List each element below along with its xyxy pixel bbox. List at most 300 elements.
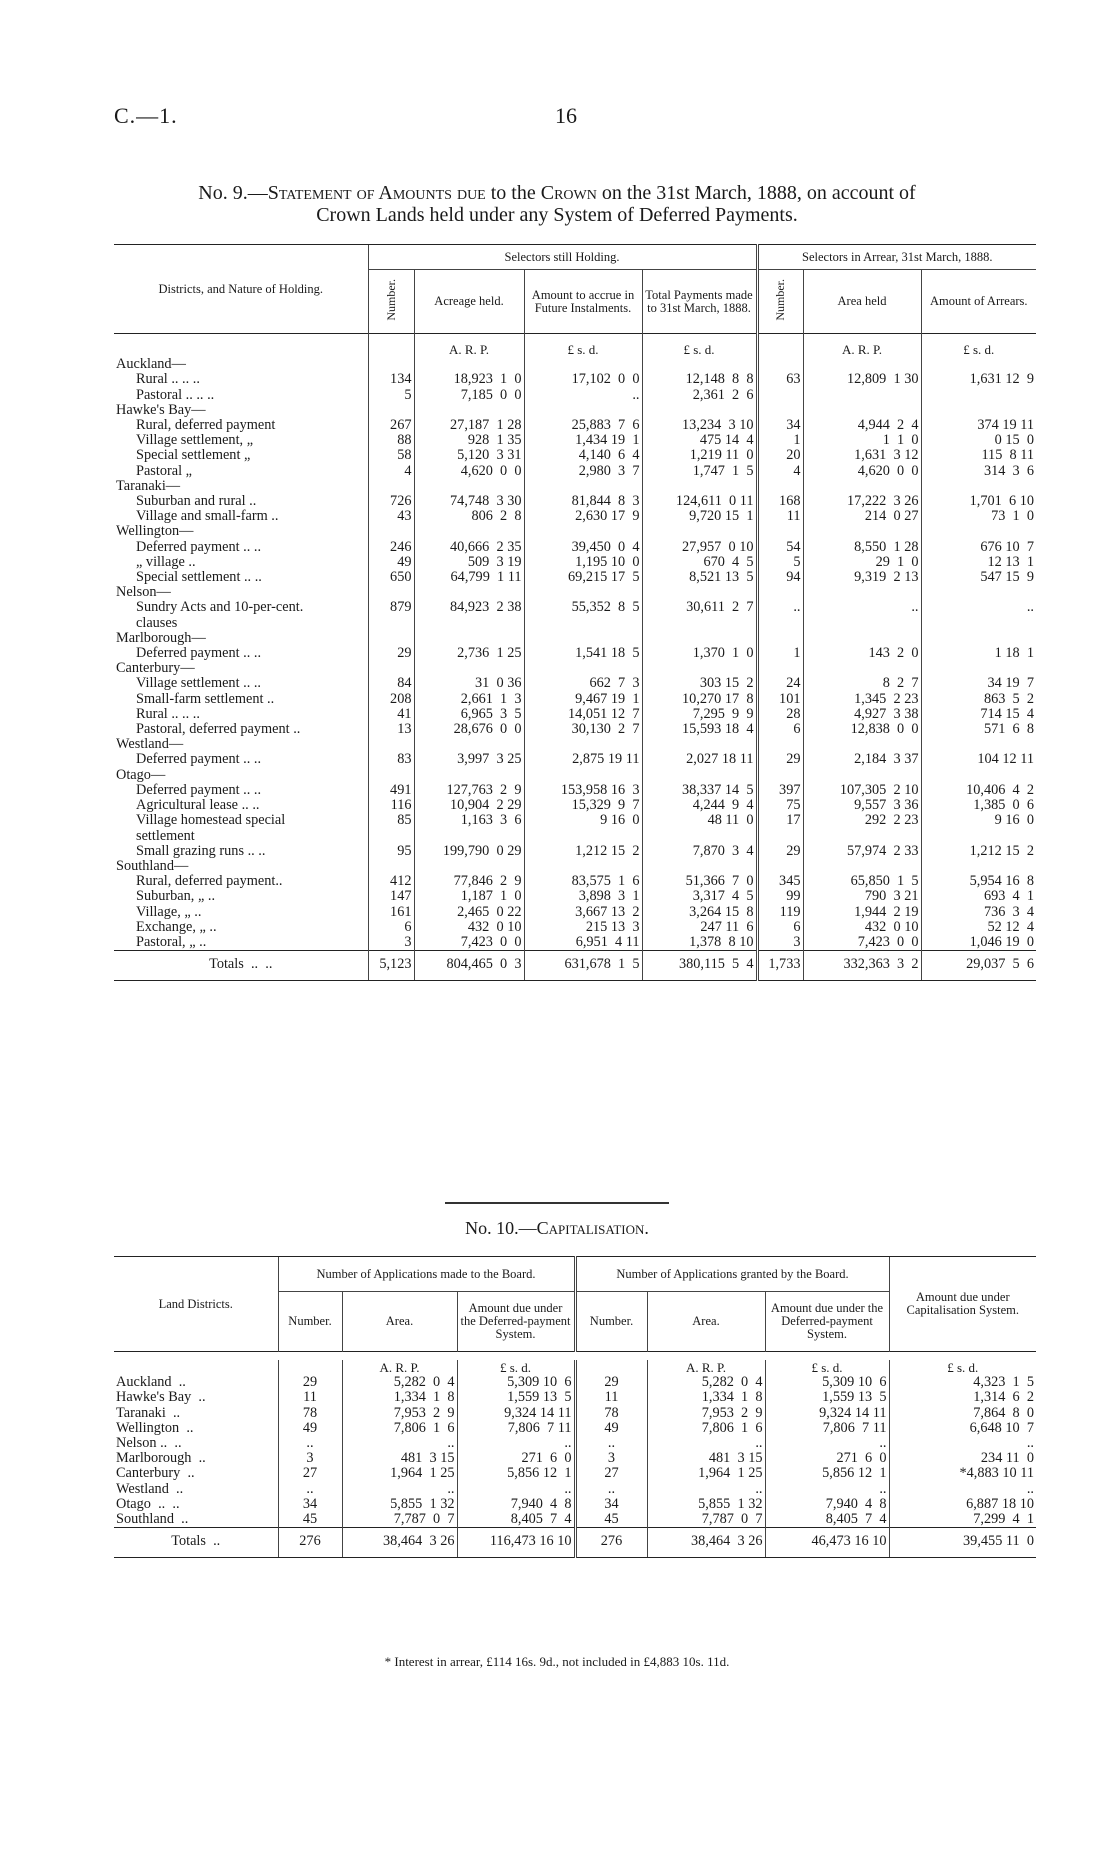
cell-n2: 3 — [757, 935, 803, 951]
cell-accrue: 83,575 1 6 — [524, 874, 642, 889]
cell-n: 267 — [368, 418, 414, 433]
unit-label: £ s. d. — [642, 342, 757, 357]
cell-area: 9,319 2 13 — [803, 570, 921, 585]
cell-acre: 928 1 35 — [414, 433, 524, 448]
cell-due2: 8,405 7 4 — [765, 1512, 889, 1528]
cell-arrear — [921, 479, 1036, 494]
cell-arrear: 547 15 9 — [921, 570, 1036, 585]
cell-n: 6 — [368, 920, 414, 935]
cell-n2: 94 — [757, 570, 803, 585]
cell-accrue — [524, 661, 642, 676]
row-label: Small grazing runs .. .. — [136, 842, 266, 859]
total-cap: 39,455 11 0 — [889, 1528, 1036, 1558]
cell-area — [803, 524, 921, 539]
cell-accrue — [524, 859, 642, 874]
cell-n2: 397 — [757, 783, 803, 798]
cell-area: 4,944 2 4 — [803, 418, 921, 433]
row-label: Village, „ .. — [136, 903, 202, 920]
cell-acre — [414, 403, 524, 418]
cell-n: 879 — [368, 600, 414, 630]
holding-label — [114, 798, 368, 813]
unit-label — [575, 1360, 647, 1375]
cell-area: 481 3 15 — [342, 1451, 457, 1466]
cell-n: 41 — [368, 707, 414, 722]
cell-n — [368, 631, 414, 646]
table-row — [114, 1406, 1036, 1421]
cell-acre: 2,661 1 3 — [414, 692, 524, 707]
row-label: Deferred payment .. .. — [136, 645, 262, 662]
cell-total — [642, 585, 757, 600]
cell-acre: 18,923 1 0 — [414, 372, 524, 387]
cell-total: 2,361 2 6 — [642, 388, 757, 403]
col-header-area: Area held — [803, 270, 921, 334]
cell-area: 790 3 21 — [803, 889, 921, 904]
cell-arrear: 73 1 0 — [921, 509, 1036, 524]
cell-n2: 49 — [575, 1421, 647, 1436]
cell-n: 726 — [368, 494, 414, 509]
table-row — [114, 722, 1036, 737]
unit-label: A. R. P. — [414, 342, 524, 357]
cell-area — [803, 388, 921, 403]
row-label: Taranaki— — [116, 477, 181, 494]
cell-total: 670 4 5 — [642, 555, 757, 570]
page-number: 16 — [555, 103, 577, 128]
cell-n: 134 — [368, 372, 414, 387]
cell-n2: .. — [757, 600, 803, 630]
row-label: Suburban, „ .. — [136, 888, 216, 905]
total-accrue: 631,678 1 5 — [524, 951, 642, 981]
row-label: Village settlement, „ — [136, 432, 254, 449]
cell-area2: .. — [647, 1436, 765, 1451]
total-n: 276 — [278, 1528, 342, 1558]
t10-col-header-due: Amount due under the Deferred-payment System. — [457, 1292, 575, 1352]
section-divider — [445, 1202, 669, 1204]
holding-label — [114, 448, 368, 463]
cell-due: 5,309 10 6 — [457, 1375, 575, 1390]
t10-col-header-number2: Number. — [575, 1292, 647, 1352]
cell-arrear: 52 12 4 — [921, 920, 1036, 935]
cell-due: 271 6 0 — [457, 1451, 575, 1466]
cell-acre: 1,163 3 6 — [414, 813, 524, 843]
district-name — [114, 859, 368, 874]
total-due2: 46,473 16 10 — [765, 1528, 889, 1558]
cell-arrear — [921, 524, 1036, 539]
table-row — [114, 889, 1036, 904]
cell-cap: 1,314 6 2 — [889, 1390, 1036, 1405]
col-header-arrears: Amount of Arrears. — [921, 270, 1036, 334]
land-district: Otago .. .. — [116, 1495, 180, 1512]
footnote: * Interest in arrear, £114 16s. 9d., not included in £4,883 10s. 11d. — [384, 1654, 730, 1669]
cell-total: 303 15 2 — [642, 676, 757, 691]
cell-acre: 4,620 0 0 — [414, 464, 524, 479]
cell-acre: 7,185 0 0 — [414, 388, 524, 403]
holding-label — [114, 813, 368, 843]
cell-arrear: 314 3 6 — [921, 464, 1036, 479]
cell-n2 — [757, 661, 803, 676]
holding-label — [114, 494, 368, 509]
cell-area — [803, 737, 921, 752]
cell-n2: 168 — [757, 494, 803, 509]
cell-area: 1 1 0 — [803, 433, 921, 448]
cell-n2: 27 — [575, 1466, 647, 1481]
cell-n2: 17 — [757, 813, 803, 843]
cell-total: 38,337 14 5 — [642, 783, 757, 798]
cell-area2: 481 3 15 — [647, 1451, 765, 1466]
cell-n: 4 — [368, 464, 414, 479]
cell-total — [642, 737, 757, 752]
cell-area — [803, 403, 921, 418]
cell-n: 88 — [368, 433, 414, 448]
cell-n2: 119 — [757, 905, 803, 920]
cell-arrear: 34 19 7 — [921, 676, 1036, 691]
cell-n: 650 — [368, 570, 414, 585]
cell-accrue: 69,215 17 5 — [524, 570, 642, 585]
cell-n: 85 — [368, 813, 414, 843]
cell-n: 491 — [368, 783, 414, 798]
cell-accrue: 81,844 8 3 — [524, 494, 642, 509]
cell-area: 1,944 2 19 — [803, 905, 921, 920]
cell-arrear: 12 13 1 — [921, 555, 1036, 570]
table-row — [114, 874, 1036, 889]
cell-area: 1,345 2 23 — [803, 692, 921, 707]
cell-total — [642, 357, 757, 372]
row-label: Agricultural lease .. .. — [136, 797, 260, 814]
cell-accrue: 1,541 18 5 — [524, 646, 642, 661]
cell-n2 — [757, 357, 803, 372]
cell-arrear — [921, 737, 1036, 752]
cell-arrear: 693 4 1 — [921, 889, 1036, 904]
cell-accrue: 9,467 19 1 — [524, 692, 642, 707]
cell-accrue: 15,329 9 7 — [524, 798, 642, 813]
cell-total: 30,611 2 7 — [642, 600, 757, 630]
cell-total — [642, 859, 757, 874]
cell-n2: 1 — [757, 646, 803, 661]
cell-n — [368, 737, 414, 752]
cell-accrue — [524, 768, 642, 783]
cell-total: 247 11 6 — [642, 920, 757, 935]
land-district: Hawke's Bay .. — [116, 1389, 206, 1406]
cell-acre — [414, 661, 524, 676]
district-heading-row — [114, 768, 1036, 783]
t10-group-header-made: Number of Applications made to the Board. — [278, 1257, 575, 1292]
cell-area: 5,855 1 32 — [342, 1497, 457, 1512]
table9-title-line2: Crown Lands held under any System of Deferred Payments. — [316, 204, 798, 226]
cell-total: 475 14 4 — [642, 433, 757, 448]
t10-col-header-number: Number. — [278, 1292, 342, 1352]
district-name — [114, 768, 368, 783]
cell-accrue: 1,212 15 2 — [524, 844, 642, 859]
holding-label — [114, 905, 368, 920]
table-row — [114, 1375, 1036, 1390]
cell-due: 7,806 7 11 — [457, 1421, 575, 1436]
cell-acre: 2,465 0 22 — [414, 905, 524, 920]
cell-acre: 10,904 2 29 — [414, 798, 524, 813]
cell-due2: 271 6 0 — [765, 1451, 889, 1466]
cell-area2: 5,855 1 32 — [647, 1497, 765, 1512]
cell-area: 5,282 0 4 — [342, 1375, 457, 1390]
row-label: Exchange, „ .. — [136, 918, 217, 935]
district-name — [114, 479, 368, 494]
cell-acre: 199,790 0 29 — [414, 844, 524, 859]
cell-area — [803, 661, 921, 676]
deferred-payments-table — [114, 244, 1036, 981]
cell-cap: .. — [889, 1482, 1036, 1497]
holding-label — [114, 920, 368, 935]
cell-cap: .. — [889, 1436, 1036, 1451]
total-area: 332,363 3 2 — [803, 951, 921, 981]
cell-n: 412 — [368, 874, 414, 889]
land-district: Nelson .. .. — [116, 1435, 182, 1452]
cell-area — [803, 859, 921, 874]
cell-arrear: 0 15 0 — [921, 433, 1036, 448]
cell-area — [803, 585, 921, 600]
cell-n: .. — [278, 1482, 342, 1497]
holding-label — [114, 707, 368, 722]
district-heading-row — [114, 737, 1036, 752]
cell-area: 8,550 1 28 — [803, 540, 921, 555]
cell-arrear: 1,701 6 10 — [921, 494, 1036, 509]
cell-n: 208 — [368, 692, 414, 707]
holding-label — [114, 874, 368, 889]
cell-n2: 29 — [757, 844, 803, 859]
cell-area: 214 0 27 — [803, 509, 921, 524]
holding-label — [114, 646, 368, 661]
cell-acre: 74,748 3 30 — [414, 494, 524, 509]
cell-arrear: 1,631 12 9 — [921, 372, 1036, 387]
total-n2: 276 — [575, 1528, 647, 1558]
cell-n: 27 — [278, 1466, 342, 1481]
cell-n: 3 — [278, 1451, 342, 1466]
cell-area2: 7,806 1 6 — [647, 1421, 765, 1436]
cell-n: 246 — [368, 540, 414, 555]
cell-accrue — [524, 737, 642, 752]
table-row — [114, 494, 1036, 509]
district-name — [114, 661, 368, 676]
col-header-acreage: Acreage held. — [414, 270, 524, 334]
cell-n2: 34 — [575, 1497, 647, 1512]
unit-label: A. R. P. — [647, 1360, 765, 1375]
cell-area: 7,787 0 7 — [342, 1512, 457, 1528]
row-label-continued: settlement — [136, 827, 195, 844]
cell-accrue — [524, 585, 642, 600]
cell-acre — [414, 631, 524, 646]
cell-acre: 127,763 2 9 — [414, 783, 524, 798]
cell-accrue: 25,883 7 6 — [524, 418, 642, 433]
table-row — [114, 707, 1036, 722]
cell-area: 12,809 1 30 — [803, 372, 921, 387]
table-row — [114, 1421, 1036, 1436]
table-row — [114, 555, 1036, 570]
cell-arrear: 676 10 7 — [921, 540, 1036, 555]
cell-n: 43 — [368, 509, 414, 524]
cell-n2: 78 — [575, 1406, 647, 1421]
cell-n — [368, 357, 414, 372]
cell-n2 — [757, 859, 803, 874]
row-label: Village and small-farm .. — [136, 508, 279, 525]
table-row — [114, 570, 1036, 585]
cell-n2: 6 — [757, 722, 803, 737]
group-header-arrear: Selectors in Arrear, 31st March, 1888. — [757, 245, 1036, 270]
table-row — [114, 600, 1036, 630]
row-label-continued: clauses — [136, 614, 178, 631]
cell-n2: 29 — [575, 1375, 647, 1390]
cell-n — [368, 524, 414, 539]
district-heading-row — [114, 524, 1036, 539]
cell-total: 1,370 1 0 — [642, 646, 757, 661]
cell-acre: 27,187 1 28 — [414, 418, 524, 433]
cell-cap: 7,299 4 1 — [889, 1512, 1036, 1528]
row-label: Pastoral, deferred payment .. — [136, 721, 301, 738]
cell-n2: 24 — [757, 676, 803, 691]
district-name — [114, 357, 368, 372]
cell-due: .. — [457, 1436, 575, 1451]
cell-area2: .. — [647, 1482, 765, 1497]
unit-label: £ s. d. — [524, 342, 642, 357]
holding-label — [114, 600, 368, 630]
cell-n: 29 — [368, 646, 414, 661]
cell-acre: 6,965 3 5 — [414, 707, 524, 722]
cell-total: 8,521 13 5 — [642, 570, 757, 585]
row-label: Rural, deferred payment.. — [136, 873, 283, 890]
cell-area — [803, 479, 921, 494]
cell-n: 58 — [368, 448, 414, 463]
cell-n: 3 — [368, 935, 414, 951]
unit-label — [757, 342, 803, 357]
cell-arrear: 9 16 0 — [921, 813, 1036, 843]
cell-area: 2,184 3 37 — [803, 752, 921, 767]
table9-title-sc: Statement of Amounts due — [267, 182, 486, 204]
cell-acre — [414, 768, 524, 783]
cell-n: 116 — [368, 798, 414, 813]
cell-accrue: .. — [524, 388, 642, 403]
cell-arrear: 714 15 4 — [921, 707, 1036, 722]
district-heading-row — [114, 479, 1036, 494]
table-row — [114, 388, 1036, 403]
capitalisation-table — [114, 1256, 1036, 1558]
cell-accrue: 39,450 0 4 — [524, 540, 642, 555]
cell-n2 — [757, 585, 803, 600]
cell-total: 10,270 17 8 — [642, 692, 757, 707]
cell-n — [368, 768, 414, 783]
cell-total — [642, 631, 757, 646]
cell-total: 3,264 15 8 — [642, 905, 757, 920]
cell-n2: .. — [575, 1436, 647, 1451]
cell-n2: .. — [575, 1482, 647, 1497]
row-label: Southland— — [116, 857, 189, 874]
cell-area: 4,927 3 38 — [803, 707, 921, 722]
table-row — [114, 798, 1036, 813]
cell-acre: 77,846 2 9 — [414, 874, 524, 889]
cell-total: 2,027 18 11 — [642, 752, 757, 767]
cell-arrear: 863 5 2 — [921, 692, 1036, 707]
land-district: Southland .. — [116, 1511, 189, 1528]
cell-area: 9,557 3 36 — [803, 798, 921, 813]
row-label: Village settlement .. .. — [136, 675, 261, 692]
cell-cap: 6,648 10 7 — [889, 1421, 1036, 1436]
cell-n: 78 — [278, 1406, 342, 1421]
cell-cap: *4,883 10 11 — [889, 1466, 1036, 1481]
land-district: Westland .. — [116, 1480, 184, 1497]
row-label: Deferred payment .. .. — [136, 538, 262, 555]
cell-due2: .. — [765, 1482, 889, 1497]
table-row — [114, 1451, 1036, 1466]
cell-total — [642, 403, 757, 418]
totals-row — [114, 951, 1036, 981]
document-reference: C.—1. — [114, 103, 178, 128]
cell-total: 4,244 9 4 — [642, 798, 757, 813]
table-row — [114, 372, 1036, 387]
cell-total: 48 11 0 — [642, 813, 757, 843]
cell-total — [642, 768, 757, 783]
cell-accrue — [524, 403, 642, 418]
holding-label — [114, 509, 368, 524]
cell-acre — [414, 859, 524, 874]
district-name — [114, 631, 368, 646]
cell-acre: 5,120 3 31 — [414, 448, 524, 463]
cell-acre — [414, 524, 524, 539]
col-header-district: Districts, and Nature of Holding. — [114, 245, 368, 334]
cell-arrear — [921, 585, 1036, 600]
group-header-holding: Selectors still Holding. — [368, 245, 757, 270]
cell-n: 11 — [278, 1390, 342, 1405]
district-name — [114, 737, 368, 752]
district-heading-row — [114, 403, 1036, 418]
cell-n2: 1 — [757, 433, 803, 448]
cell-area2: 1,334 1 8 — [647, 1390, 765, 1405]
cell-n — [368, 479, 414, 494]
cell-n2: 54 — [757, 540, 803, 555]
cell-area: .. — [342, 1482, 457, 1497]
cell-due: 1,559 13 5 — [457, 1390, 575, 1405]
cell-n2 — [757, 631, 803, 646]
t10-totals-row — [114, 1528, 1036, 1558]
table9-title-no: No. 9.— — [198, 182, 268, 204]
land-district: Taranaki .. — [116, 1404, 181, 1421]
total-due: 116,473 16 10 — [457, 1528, 575, 1558]
cell-n2: 75 — [757, 798, 803, 813]
cell-area: 7,806 1 6 — [342, 1421, 457, 1436]
table-row — [114, 646, 1036, 661]
cell-n2 — [757, 388, 803, 403]
table-row — [114, 676, 1036, 691]
row-label: Special settlement „ — [136, 447, 251, 464]
row-label: Village homestead special — [136, 812, 286, 829]
cell-n2: 34 — [757, 418, 803, 433]
cell-n2: 11 — [757, 509, 803, 524]
row-label: Sundry Acts and 10-per-cent. — [136, 599, 304, 616]
cell-accrue — [524, 479, 642, 494]
table-row — [114, 448, 1036, 463]
cell-arrear — [921, 859, 1036, 874]
holding-label — [114, 388, 368, 403]
cell-accrue: 662 7 3 — [524, 676, 642, 691]
row-label: Small-farm settlement .. — [136, 690, 275, 707]
cell-acre — [414, 737, 524, 752]
cell-n2: 20 — [757, 448, 803, 463]
cell-arrear: .. — [921, 600, 1036, 630]
cell-arrear — [921, 661, 1036, 676]
table-row — [114, 920, 1036, 935]
row-label: Nelson— — [116, 584, 171, 601]
cell-arrear: 1,385 0 6 — [921, 798, 1036, 813]
cell-area: .. — [803, 600, 921, 630]
cell-area2: 5,282 0 4 — [647, 1375, 765, 1390]
table-row — [114, 418, 1036, 433]
table-row — [114, 1482, 1036, 1497]
land-district: Wellington .. — [116, 1419, 194, 1436]
t10-group-header-granted: Number of Applications granted by the Board. — [575, 1257, 889, 1292]
cell-due: 7,940 4 8 — [457, 1497, 575, 1512]
